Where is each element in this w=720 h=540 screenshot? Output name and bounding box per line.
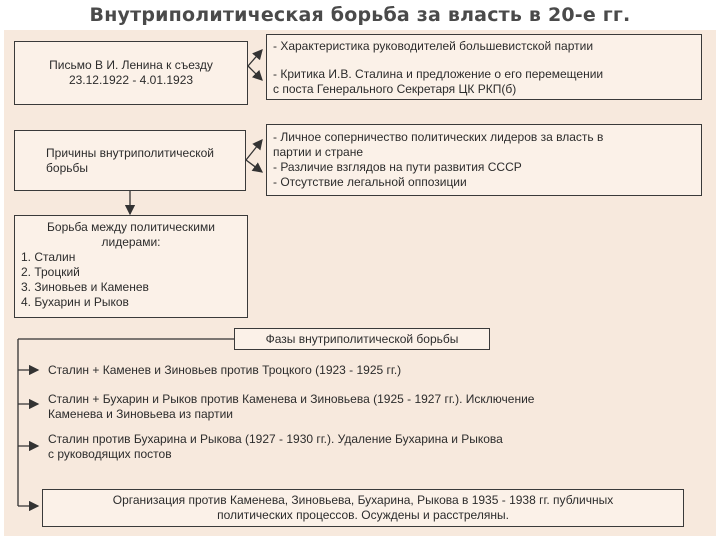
- leaders-heading-2: лидерами:: [101, 235, 161, 249]
- leader-item-3: 3. Зиновьев и Каменев: [21, 280, 149, 294]
- page-title: Внутриполитическая борьба за власть в 20-е гг.: [89, 4, 631, 26]
- causes-detail-3: - Различие взглядов на пути развития СССР: [273, 160, 522, 174]
- organization-line-2: политических процессов. Осуждены и расстреляны.: [217, 508, 509, 522]
- letter-details-box: [266, 34, 702, 100]
- causes-detail-2: партии и стране: [273, 145, 363, 159]
- organization-box: [42, 489, 684, 527]
- leaders-box: [14, 215, 248, 318]
- causes-detail-1: - Личное соперничество политических лидеров за власть в: [273, 130, 604, 144]
- phase-item-1: Сталин + Каменев и Зиновьев против Троцкого (1923 - 1925 гг.): [48, 363, 402, 377]
- letter-detail-2: - Критика И.В. Сталина и предложение о его перемещении: [273, 67, 604, 81]
- causes-line-2: борьбы: [46, 160, 89, 175]
- letter-line-2: 23.12.1922 - 4.01.1923: [68, 73, 194, 87]
- leader-item-1: 1. Сталин: [21, 250, 76, 264]
- phases-heading: Фазы внутриполитической борьбы: [265, 331, 459, 346]
- leaders-heading-1: Борьба между политическими: [47, 220, 215, 234]
- phases-heading-box: [234, 328, 490, 350]
- letter-line-1: Письмо В И. Ленина к съезду: [49, 58, 213, 72]
- causes-box: [14, 130, 246, 191]
- letter-detail-1: - Характеристика руководителей большевистской партии: [273, 39, 594, 53]
- organization-line-1: Организация против Каменева, Зиновьева, Бухарина, Рыкова в 1935 - 1938 гг. публичных: [112, 493, 614, 507]
- causes-details-box: [266, 124, 702, 196]
- causes-detail-4: - Отсутствие легальной оппозиции: [273, 175, 467, 189]
- phase-item-3: Сталин против Бухарина и Рыкова (1927 - 1930 гг.). Удаление Бухарина и Рыкова с руководящих постов: [48, 432, 503, 461]
- letter-box: [14, 41, 248, 105]
- causes-line-1: Причины внутриполитической: [46, 145, 214, 160]
- letter-detail-3: с поста Генерального Секретаря ЦК РКП(б): [273, 82, 517, 96]
- phase-item-2: Сталин + Бухарин и Рыков против Каменева и Зиновьева (1925 - 1927 гг.). Исключение Каменева и Зиновьева из партии: [48, 392, 535, 421]
- leader-item-2: 2. Троцкий: [21, 265, 80, 279]
- leader-item-4: 4. Бухарин и Рыков: [21, 295, 129, 309]
